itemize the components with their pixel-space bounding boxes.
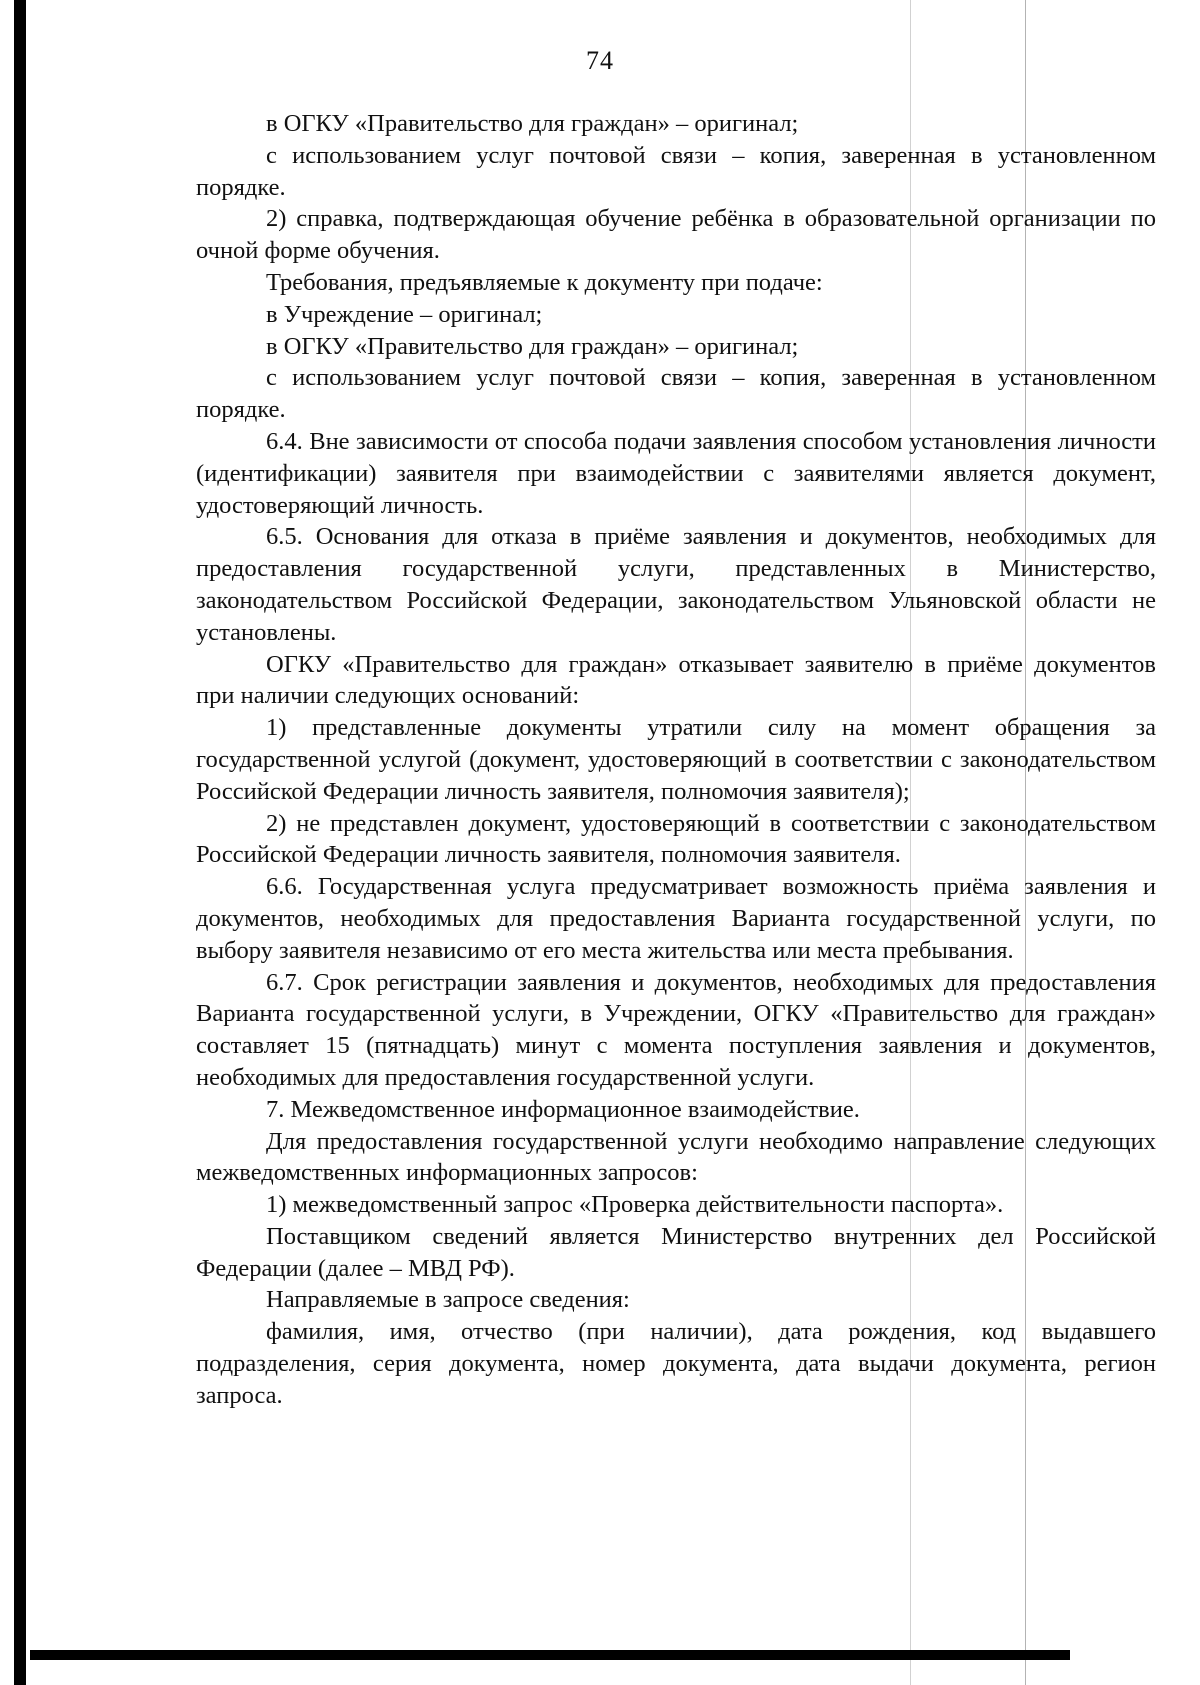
paragraph: 1) межведомственный запрос «Проверка действительности паспорта».: [266, 1191, 1004, 1219]
paragraph: Поставщиком сведений является Министерство внутренних дел Российской Федерации (далее – МВД РФ).: [196, 1222, 1156, 1282]
paragraph: Требования, предъявляемые к документу при подаче:: [266, 268, 823, 296]
paragraph: 2) справка, подтверждающая обучение ребёнка в образовательной организации по очной форме обучения.: [196, 205, 1156, 265]
paragraph: Для предоставления государственной услуги необходимо направление следующих межведомственных информационных запросов:: [196, 1127, 1156, 1187]
paragraph: 7. Межведомственное информационное взаимодействие.: [266, 1095, 860, 1123]
page-number: 74: [586, 46, 614, 75]
paragraph: ОГКУ «Правительство для граждан» отказывает заявителю в приёме документов при наличии следующих оснований:: [196, 650, 1156, 710]
paragraph: 6.6. Государственная услуга предусматривает возможность приёма заявления и документов, необходимых для предоставления Варианта государственной услуги, по выбору заявителя независимо от его места жительства или места пребывания.: [196, 873, 1156, 964]
paragraph: Направляемые в запросе сведения:: [266, 1286, 630, 1314]
document-body: [196, 108, 1156, 1412]
paragraph: в ОГКУ «Правительство для граждан» – оригинал;: [266, 110, 799, 137]
paragraph: 6.4. Вне зависимости от способа подачи заявления способом установления личности (идентификации) заявителя при взаимодействии с заявителями является документ, удостоверяющий личность.: [196, 427, 1156, 519]
paragraph: 2) не представлен документ, удостоверяющий в соответствии с законодательством Российской Федерации личность заявителя, полномочия заявителя.: [196, 809, 1156, 869]
paragraph: фамилия, имя, отчество (при наличии), дата рождения, код выдавшего подразделения, серия документа, номер документа, дата выдачи документа, регион запроса.: [196, 1318, 1156, 1409]
paragraph: с использованием услуг почтовой связи – копия, заверенная в установленном порядке.: [196, 141, 1156, 201]
paragraph: 6.7. Срок регистрации заявления и документов, необходимых для предоставления Варианта государственной услуги, в Учреждении, ОГКУ «Правительство для граждан» составляет 15 (пятнадцать) минут с момента поступления заявления и документов, необходимых для предоставления государственной услуги.: [196, 968, 1156, 1091]
paragraph: в Учреждение – оригинал;: [266, 300, 543, 328]
scan-edge-bottom: [30, 1650, 1070, 1660]
paragraph: в ОГКУ «Правительство для граждан» – оригинал;: [266, 332, 799, 360]
paragraph: с использованием услуг почтовой связи – копия, заверенная в установленном порядке.: [196, 364, 1156, 424]
scan-edge-left: [14, 0, 26, 1685]
paragraph: 1) представленные документы утратили силу на момент обращения за государственной услугой (документ, удостоверяющий в соответствии с законодательством Российской Федерации личность заявителя, полномочия заявителя);: [196, 714, 1156, 805]
paragraph: 6.5. Основания для отказа в приёме заявления и документов, необходимых для предоставления государственной услуги, представленных в Министерство, законодательством Российской Федерации, законодательством Ульяновской области не установлены.: [196, 523, 1156, 646]
